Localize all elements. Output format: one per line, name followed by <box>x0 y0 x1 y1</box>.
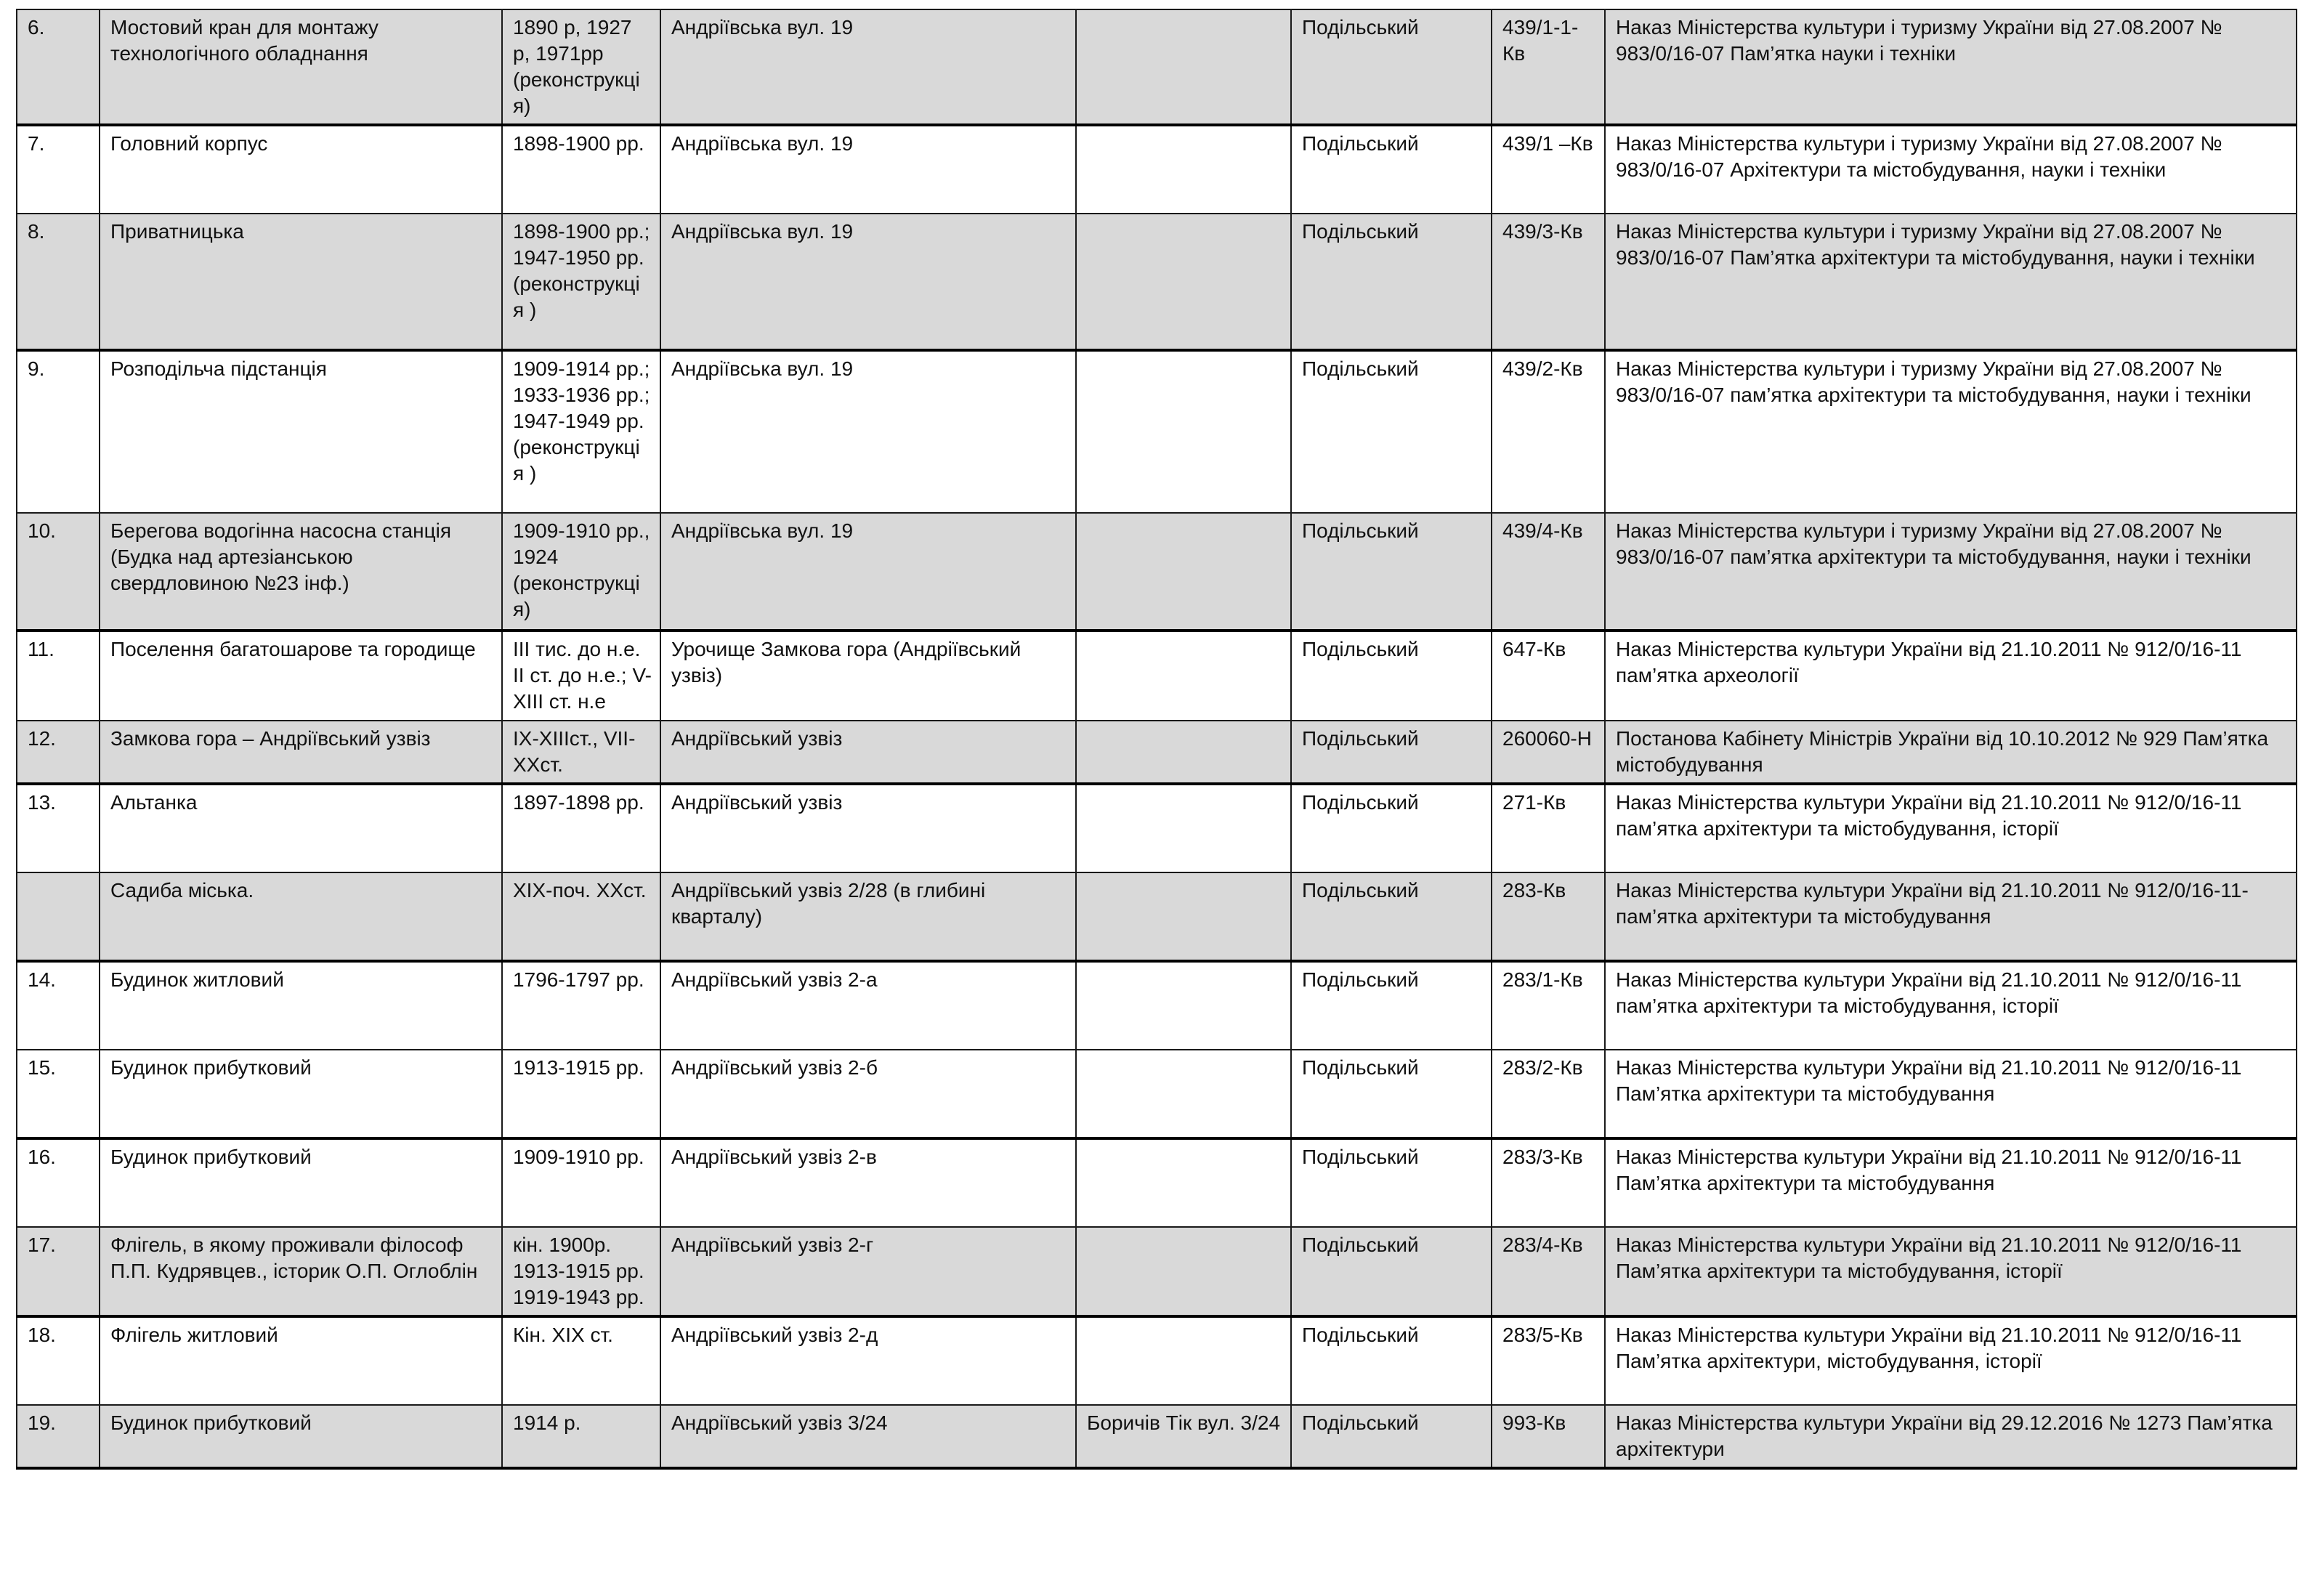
object-name-cell: Поселення багатошарове та городище <box>100 631 502 721</box>
protection-document-cell: Наказ Міністерства культури України від 21.10.2011 № 912/0/16-11 Пам’ятка архітектури та містобудування, історії <box>1605 1227 2297 1316</box>
row-number-cell: 12. <box>17 721 100 784</box>
alternate-address-cell <box>1076 1050 1291 1138</box>
row-number-cell: 16. <box>17 1138 100 1227</box>
protection-document-cell: Наказ Міністерства культури і туризму України від 27.08.2007 № 983/0/16-07 пам’ятка архітектури та містобудування, науки і техніки <box>1605 350 2297 513</box>
protection-document-cell: Наказ Міністерства культури і туризму України від 27.08.2007 № 983/0/16-07 Пам’ятка науки і техніки <box>1605 9 2297 125</box>
dating-cell: 1897-1898 рр. <box>502 784 660 872</box>
address-cell: Андріївський узвіз 2-д <box>660 1316 1076 1405</box>
registration-number-cell: 439/3-Кв <box>1492 214 1605 350</box>
alternate-address-cell <box>1076 1227 1291 1316</box>
row-number-cell: 15. <box>17 1050 100 1138</box>
protection-document-cell: Наказ Міністерства культури України від 29.12.2016 № 1273 Пам’ятка архітектури <box>1605 1405 2297 1468</box>
dating-cell: 1796-1797 рр. <box>502 961 660 1050</box>
alternate-address-cell <box>1076 961 1291 1050</box>
alternate-address-cell <box>1076 513 1291 631</box>
row-number-cell: 9. <box>17 350 100 513</box>
table-row <box>17 513 2297 631</box>
address-cell: Андріївська вул. 19 <box>660 513 1076 631</box>
alternate-address-cell <box>1076 9 1291 125</box>
object-name-cell: Приватницька <box>100 214 502 350</box>
table-row <box>17 784 2297 872</box>
registration-number-cell: 283/2-Кв <box>1492 1050 1605 1138</box>
alternate-address-cell <box>1076 214 1291 350</box>
dating-cell: ХІХ-поч. ХХст. <box>502 872 660 961</box>
table-row <box>17 631 2297 721</box>
dating-cell: ІХ-ХІІІст., VІІ-ХХст. <box>502 721 660 784</box>
protection-document-cell: Наказ Міністерства культури і туризму України від 27.08.2007 № 983/0/16-07 Пам’ятка архітектури та містобудування, науки і техніки <box>1605 214 2297 350</box>
object-name-cell: Садиба міська. <box>100 872 502 961</box>
registration-number-cell: 283/5-Кв <box>1492 1316 1605 1405</box>
registration-number-cell: 439/4-Кв <box>1492 513 1605 631</box>
address-cell: Андріївська вул. 19 <box>660 350 1076 513</box>
row-number-cell: 8. <box>17 214 100 350</box>
registration-number-cell: 283/1-Кв <box>1492 961 1605 1050</box>
district-cell: Подільський <box>1291 1050 1492 1138</box>
object-name-cell: Замкова гора – Андріївський узвіз <box>100 721 502 784</box>
address-cell: Андріївський узвіз 2-б <box>660 1050 1076 1138</box>
alternate-address-cell <box>1076 125 1291 214</box>
dating-cell: 1898-1900 рр. <box>502 125 660 214</box>
protection-document-cell: Наказ Міністерства культури України від 21.10.2011 № 912/0/16-11 пам’ятка архітектури та містобудування, історії <box>1605 961 2297 1050</box>
row-number-cell: 18. <box>17 1316 100 1405</box>
registration-number-cell: 283-Кв <box>1492 872 1605 961</box>
dating-cell: 1898-1900 рр.; 1947-1950 рр. (реконструкці я ) <box>502 214 660 350</box>
address-cell: Андріївська вул. 19 <box>660 214 1076 350</box>
address-cell: Андріївський узвіз 2/28 (в глибині кварталу) <box>660 872 1076 961</box>
table-row <box>17 1227 2297 1316</box>
dating-cell: 1909-1914 рр.; 1933-1936 рр.; 1947-1949 рр. (реконструкці я ) <box>502 350 660 513</box>
protection-document-cell: Постанова Кабінету Міністрів України від 10.10.2012 № 929 Пам’ятка містобудування <box>1605 721 2297 784</box>
dating-cell: 1909-1910 рр., 1924 (реконструкці я) <box>502 513 660 631</box>
district-cell: Подільський <box>1291 125 1492 214</box>
row-number-cell: 11. <box>17 631 100 721</box>
table-row <box>17 1316 2297 1405</box>
dating-cell: 1914 р. <box>502 1405 660 1468</box>
district-cell: Подільський <box>1291 1138 1492 1227</box>
protection-document-cell: Наказ Міністерства культури України від 21.10.2011 № 912/0/16-11 пам’ятка архітектури та містобудування, історії <box>1605 784 2297 872</box>
address-cell: Андріївський узвіз 2-в <box>660 1138 1076 1227</box>
district-cell: Подільський <box>1291 513 1492 631</box>
address-cell: Андріївська вул. 19 <box>660 9 1076 125</box>
document-page <box>16 9 2296 1470</box>
alternate-address-cell <box>1076 872 1291 961</box>
row-number-cell: 13. <box>17 784 100 872</box>
alternate-address-cell <box>1076 631 1291 721</box>
dating-cell: 1890 р, 1927 р, 1971рр (реконструкці я) <box>502 9 660 125</box>
district-cell: Подільський <box>1291 721 1492 784</box>
dating-cell: 1909-1910 рр. <box>502 1138 660 1227</box>
row-number-cell <box>17 872 100 961</box>
object-name-cell: Флігель житловий <box>100 1316 502 1405</box>
alternate-address-cell <box>1076 1316 1291 1405</box>
registration-number-cell: 993-Кв <box>1492 1405 1605 1468</box>
registration-number-cell: 647-Кв <box>1492 631 1605 721</box>
district-cell: Подільський <box>1291 350 1492 513</box>
table-row <box>17 1405 2297 1468</box>
address-cell: Андріївська вул. 19 <box>660 125 1076 214</box>
alternate-address-cell <box>1076 350 1291 513</box>
object-name-cell: Головний корпус <box>100 125 502 214</box>
object-name-cell: Будинок прибутковий <box>100 1405 502 1468</box>
object-name-cell: Будинок прибутковий <box>100 1138 502 1227</box>
registration-number-cell: 260060-Н <box>1492 721 1605 784</box>
registration-number-cell: 283/3-Кв <box>1492 1138 1605 1227</box>
dating-cell: Кін. ХІХ ст. <box>502 1316 660 1405</box>
table-row <box>17 721 2297 784</box>
district-cell: Подільський <box>1291 1316 1492 1405</box>
table-row <box>17 1138 2297 1227</box>
protection-document-cell: Наказ Міністерства культури і туризму України від 27.08.2007 № 983/0/16-07 пам’ятка архітектури та містобудування, науки і техніки <box>1605 513 2297 631</box>
registration-number-cell: 271-Кв <box>1492 784 1605 872</box>
protection-document-cell: Наказ Міністерства культури України від 21.10.2011 № 912/0/16-11 пам’ятка археології <box>1605 631 2297 721</box>
address-cell: Андріївський узвіз 2-а <box>660 961 1076 1050</box>
district-cell: Подільський <box>1291 1227 1492 1316</box>
object-name-cell: Будинок житловий <box>100 961 502 1050</box>
district-cell: Подільський <box>1291 961 1492 1050</box>
address-cell: Андріївський узвіз <box>660 721 1076 784</box>
protection-document-cell: Наказ Міністерства культури України від 21.10.2011 № 912/0/16-11 Пам’ятка архітектури та містобудування <box>1605 1050 2297 1138</box>
alternate-address-cell: Боричів Тік вул. 3/24 <box>1076 1405 1291 1468</box>
district-cell: Подільський <box>1291 214 1492 350</box>
address-cell: Урочище Замкова гора (Андріївський узвіз) <box>660 631 1076 721</box>
row-number-cell: 7. <box>17 125 100 214</box>
object-name-cell: Мостовий кран для монтажу технологічного обладнання <box>100 9 502 125</box>
registration-number-cell: 283/4-Кв <box>1492 1227 1605 1316</box>
address-cell: Андріївський узвіз 2-г <box>660 1227 1076 1316</box>
dating-cell: 1913-1915 рр. <box>502 1050 660 1138</box>
district-cell: Подільський <box>1291 784 1492 872</box>
row-number-cell: 19. <box>17 1405 100 1468</box>
object-name-cell: Флігель, в якому проживали філософ П.П. Кудрявцев., історик О.П. Оглоблін <box>100 1227 502 1316</box>
alternate-address-cell <box>1076 721 1291 784</box>
table-row <box>17 872 2297 961</box>
address-cell: Андріївський узвіз 3/24 <box>660 1405 1076 1468</box>
table-row <box>17 214 2297 350</box>
heritage-registry-table <box>16 9 2297 1470</box>
protection-document-cell: Наказ Міністерства культури і туризму України від 27.08.2007 № 983/0/16-07 Архітектури та містобудування, науки і техніки <box>1605 125 2297 214</box>
protection-document-cell: Наказ Міністерства культури України від 21.10.2011 № 912/0/16-11-пам’ятка архітектури та містобудування <box>1605 872 2297 961</box>
protection-document-cell: Наказ Міністерства культури України від 21.10.2011 № 912/0/16-11 Пам’ятка архітектури, містобудування, історії <box>1605 1316 2297 1405</box>
district-cell: Подільський <box>1291 631 1492 721</box>
district-cell: Подільський <box>1291 1405 1492 1468</box>
registration-number-cell: 439/1-1-Кв <box>1492 9 1605 125</box>
object-name-cell: Альтанка <box>100 784 502 872</box>
dating-cell: ІІІ тис. до н.е. ІІ ст. до н.е.; V-XIII ст. н.е <box>502 631 660 721</box>
table-body <box>17 9 2297 1468</box>
registration-number-cell: 439/1 –Кв <box>1492 125 1605 214</box>
dating-cell: кін. 1900р. 1913-1915 рр. 1919-1943 рр. <box>502 1227 660 1316</box>
protection-document-cell: Наказ Міністерства культури України від 21.10.2011 № 912/0/16-11 Пам’ятка архітектури та містобудування <box>1605 1138 2297 1227</box>
table-row <box>17 1050 2297 1138</box>
district-cell: Подільський <box>1291 9 1492 125</box>
row-number-cell: 17. <box>17 1227 100 1316</box>
district-cell: Подільський <box>1291 872 1492 961</box>
table-row <box>17 961 2297 1050</box>
registration-number-cell: 439/2-Кв <box>1492 350 1605 513</box>
object-name-cell: Берегова водогінна насосна станція (Будка над артезіанською свердловиною №23 інф.) <box>100 513 502 631</box>
table-row <box>17 125 2297 214</box>
address-cell: Андріївський узвіз <box>660 784 1076 872</box>
row-number-cell: 6. <box>17 9 100 125</box>
object-name-cell: Розподільча підстанція <box>100 350 502 513</box>
table-row <box>17 350 2297 513</box>
row-number-cell: 10. <box>17 513 100 631</box>
table-row <box>17 9 2297 125</box>
row-number-cell: 14. <box>17 961 100 1050</box>
alternate-address-cell <box>1076 1138 1291 1227</box>
alternate-address-cell <box>1076 784 1291 872</box>
object-name-cell: Будинок прибутковий <box>100 1050 502 1138</box>
